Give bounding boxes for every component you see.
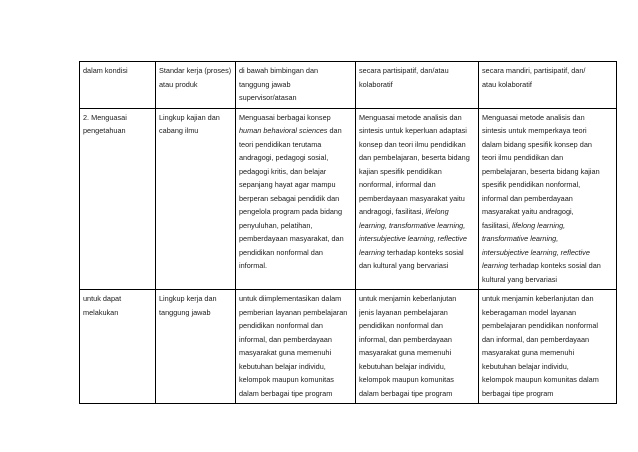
text-segment: Menguasai berbagai konsep <box>239 112 331 122</box>
text-segment: kebutuhan belajar individu, <box>359 361 446 371</box>
text-segment: 2. Menguasai <box>83 112 127 122</box>
text-segment: masyarakat guna memenuhi <box>482 348 575 357</box>
cell-text-line <box>482 138 613 152</box>
text-segment: jenis layanan pembelajaran <box>359 307 448 317</box>
cell-text-line <box>482 64 613 78</box>
table-row <box>80 290 617 404</box>
cell-text-line <box>239 319 352 333</box>
cell-text-line <box>239 192 352 206</box>
italic-term: lifelong <box>425 207 449 216</box>
cell-text-line <box>482 78 613 92</box>
text-segment: pemberian layanan pembelajaran <box>239 307 348 317</box>
cell-text-line <box>239 232 352 246</box>
text-segment: cabang ilmu <box>159 126 199 135</box>
cell-text-line <box>482 165 613 179</box>
cell-text-line <box>482 360 613 374</box>
document-table-container <box>79 61 616 404</box>
cell-text-line <box>83 292 152 306</box>
text-segment: untuk diimplementasikan dalam <box>239 294 342 303</box>
cell-text-line <box>359 292 475 306</box>
italic-term: learning <box>482 261 508 270</box>
text-segment: dan informal, dan pemberdayaan <box>482 334 590 344</box>
text-segment: melakukan <box>83 307 119 317</box>
cell-text-line <box>482 346 613 360</box>
text-segment: spesifik pendidikan nonformal, <box>482 180 581 189</box>
table-body <box>80 62 617 404</box>
cell-text-line <box>359 138 475 152</box>
text-segment: teori pendidikan terutama <box>239 139 322 149</box>
cell-text-line <box>359 373 475 387</box>
text-segment: andragogi, pedagogi sosial, <box>239 153 329 162</box>
cell-text-line <box>239 333 352 347</box>
table-row <box>80 62 617 109</box>
cell-text-line <box>239 165 352 179</box>
text-segment: pendidikan nonformal dan <box>239 321 323 330</box>
text-segment: dan kultural yang bervariasi <box>359 261 449 270</box>
cell-text-line <box>239 138 352 152</box>
text-segment: masyarakat guna memenuhi <box>239 348 332 357</box>
text-segment: tanggung jawab <box>239 79 291 89</box>
text-segment: pembelajaran, beserta bidang kajian <box>482 166 600 176</box>
text-segment: dan <box>327 126 342 135</box>
cell-text-line <box>239 111 352 125</box>
text-segment: sintesis untuk keperluan adaptasi <box>359 126 467 135</box>
cell-text-line <box>359 246 475 260</box>
text-segment: tanggung jawab <box>159 307 211 317</box>
text-segment: kebutuhan belajar individu, <box>239 361 326 371</box>
cell-text-line <box>239 219 352 233</box>
competency-table <box>79 61 617 404</box>
text-segment: pemberdayaan masyarakat, dan <box>239 234 344 243</box>
text-segment: keberagaman model layanan <box>482 307 577 317</box>
text-segment: kebutuhan belajar individu, <box>482 361 569 371</box>
cell-text-line <box>482 273 613 287</box>
text-segment: sintesis untuk memperkaya teori <box>482 126 587 135</box>
cell-text-line <box>482 124 613 138</box>
cell-text-line <box>359 205 475 219</box>
cell-text-line <box>359 232 475 246</box>
text-segment: masyarakat yaitu andragogi, <box>482 207 574 216</box>
text-segment: kelompok maupun komunitas dalam <box>482 375 599 384</box>
cell-text-line <box>159 124 232 138</box>
table-cell <box>356 290 479 404</box>
table-cell <box>80 108 156 290</box>
text-segment: Lingkup kajian dan <box>159 112 220 122</box>
text-segment: pendidikan nonformal dan <box>359 321 443 330</box>
italic-term: learning, transformative learning, <box>359 220 466 230</box>
text-segment: berbagai tipe program <box>482 388 554 398</box>
text-segment: informal. <box>239 261 267 270</box>
cell-text-line <box>83 306 152 320</box>
cell-text-line <box>359 78 475 92</box>
cell-text-line <box>482 111 613 125</box>
cell-text-line <box>359 360 475 374</box>
cell-text-line <box>159 292 232 306</box>
cell-text-line <box>482 292 613 306</box>
text-segment: atau produk <box>159 79 198 89</box>
text-segment: Standar kerja (proses) <box>159 66 232 75</box>
text-segment: pendidikan nonformal dan <box>239 247 323 257</box>
cell-text-line <box>482 306 613 320</box>
cell-text-line <box>159 78 232 92</box>
text-segment: masyarakat guna memenuhi <box>359 348 452 357</box>
text-segment: informal, dan pemberdayaan <box>239 334 332 344</box>
text-segment: informal, dan pemberdayaan <box>359 334 452 344</box>
text-segment: kelompok maupun komunitas <box>359 375 454 384</box>
text-segment: pembelajaran pendidikan nonformal <box>482 321 599 330</box>
italic-term: intersubjective learning, reflective <box>482 247 590 257</box>
text-segment: nonformal, informal dan <box>359 180 436 189</box>
text-segment: dalam bidang spesifik konsep dan <box>482 139 592 149</box>
cell-text-line <box>359 306 475 320</box>
text-segment: supervisor/atasan <box>239 93 297 102</box>
cell-text-line <box>359 178 475 192</box>
text-segment: kultural yang bervariasi <box>482 274 558 284</box>
table-cell <box>236 108 356 290</box>
text-segment: andragogi, fasilitasi, <box>359 207 426 216</box>
text-segment: untuk menjamin keberlanjutan <box>359 294 457 303</box>
cell-text-line <box>83 124 152 138</box>
text-segment: informal dan pemberdayaan <box>482 193 573 203</box>
text-segment: pedagogi kritis, dan belajar <box>239 166 327 176</box>
text-segment: fasilitasi, <box>482 220 513 230</box>
cell-text-line <box>482 232 613 246</box>
text-segment: untuk menjamin keberlanjutan dan <box>482 294 594 303</box>
table-cell <box>479 62 617 109</box>
cell-text-line <box>159 306 232 320</box>
cell-text-line <box>239 205 352 219</box>
cell-text-line <box>482 151 613 165</box>
text-segment: Menguasai metode analisis dan <box>359 112 462 122</box>
italic-term: human behavioral sciences <box>239 126 328 135</box>
text-segment: terhadap konteks sosial dan <box>507 261 601 270</box>
cell-text-line <box>239 373 352 387</box>
cell-text-line <box>239 259 352 273</box>
cell-text-line <box>482 205 613 219</box>
table-cell <box>356 62 479 109</box>
text-segment: dan pembelajaran, beserta bidang <box>359 153 470 162</box>
text-segment: kolaboratif <box>359 79 393 89</box>
table-cell <box>156 290 236 404</box>
cell-text-line <box>239 306 352 320</box>
text-segment: secara partisipatif, dan/atau <box>359 66 449 75</box>
cell-text-line <box>359 64 475 78</box>
italic-term: learning <box>359 247 385 257</box>
cell-text-line <box>359 333 475 347</box>
italic-term: lifelong learning, <box>512 220 566 230</box>
text-segment: sepanjang hayat agar mampu <box>239 180 336 189</box>
table-cell <box>156 62 236 109</box>
text-segment: konsep dan teori ilmu pendidikan <box>359 139 466 149</box>
cell-text-line <box>239 124 352 138</box>
cell-text-line <box>482 246 613 260</box>
cell-text-line <box>359 346 475 360</box>
cell-text-line <box>359 387 475 401</box>
cell-text-line <box>239 151 352 165</box>
text-segment: Menguasai metode analisis dan <box>482 112 585 122</box>
table-cell <box>236 62 356 109</box>
cell-text-line <box>239 246 352 260</box>
italic-term: transformative learning, <box>482 234 559 243</box>
cell-text-line <box>359 219 475 233</box>
text-segment: penyuluhan, pelatihan, <box>239 220 313 230</box>
cell-text-line <box>239 387 352 401</box>
cell-text-line <box>239 178 352 192</box>
cell-text-line <box>239 64 352 78</box>
text-segment: di bawah bimbingan dan <box>239 66 319 75</box>
text-segment: dalam berbagai tipe program <box>239 388 333 398</box>
cell-text-line <box>359 259 475 273</box>
table-cell <box>80 62 156 109</box>
cell-text-line <box>239 78 352 92</box>
table-cell <box>479 108 617 290</box>
cell-text-line <box>482 178 613 192</box>
cell-text-line <box>359 124 475 138</box>
text-segment: dalam berbagai tipe program <box>359 388 453 398</box>
text-segment: terhadap konteks sosial <box>384 247 464 257</box>
cell-text-line <box>359 319 475 333</box>
cell-text-line <box>482 373 613 387</box>
cell-text-line <box>159 64 232 78</box>
text-segment: untuk dapat <box>83 294 122 303</box>
text-segment: kelompok maupun komunitas <box>239 375 334 384</box>
cell-text-line <box>83 111 152 125</box>
text-segment: pengelola program pada bidang <box>239 207 343 216</box>
italic-term: intersubjective learning, reflective <box>359 234 467 243</box>
text-segment: secara mandiri, partisipatif, dan/ <box>482 66 586 75</box>
cell-text-line <box>239 91 352 105</box>
table-cell <box>156 108 236 290</box>
cell-text-line <box>239 292 352 306</box>
table-cell <box>236 290 356 404</box>
cell-text-line <box>359 151 475 165</box>
cell-text-line <box>482 259 613 273</box>
cell-text-line <box>482 192 613 206</box>
text-segment: pemberdayaan masyarakat yaitu <box>359 193 465 203</box>
table-cell <box>356 108 479 290</box>
cell-text-line <box>482 319 613 333</box>
cell-text-line <box>482 333 613 347</box>
cell-text-line <box>239 360 352 374</box>
table-cell <box>80 290 156 404</box>
cell-text-line <box>482 219 613 233</box>
text-segment: pengetahuan <box>83 126 126 135</box>
text-segment: berperan sebagai pendidik dan <box>239 193 340 203</box>
table-row <box>80 108 617 290</box>
table-cell <box>479 290 617 404</box>
text-segment: atau kolaboratif <box>482 79 532 89</box>
cell-text-line <box>159 111 232 125</box>
text-segment: kajian spesifik pendidikan <box>359 166 442 176</box>
text-segment: teori ilmu pendidikan dan <box>482 153 564 162</box>
text-segment: dalam kondisi <box>83 66 128 75</box>
cell-text-line <box>359 111 475 125</box>
cell-text-line <box>359 192 475 206</box>
text-segment: Lingkup kerja dan <box>159 294 217 303</box>
cell-text-line <box>83 64 152 78</box>
cell-text-line <box>482 387 613 401</box>
cell-text-line <box>239 346 352 360</box>
cell-text-line <box>359 165 475 179</box>
